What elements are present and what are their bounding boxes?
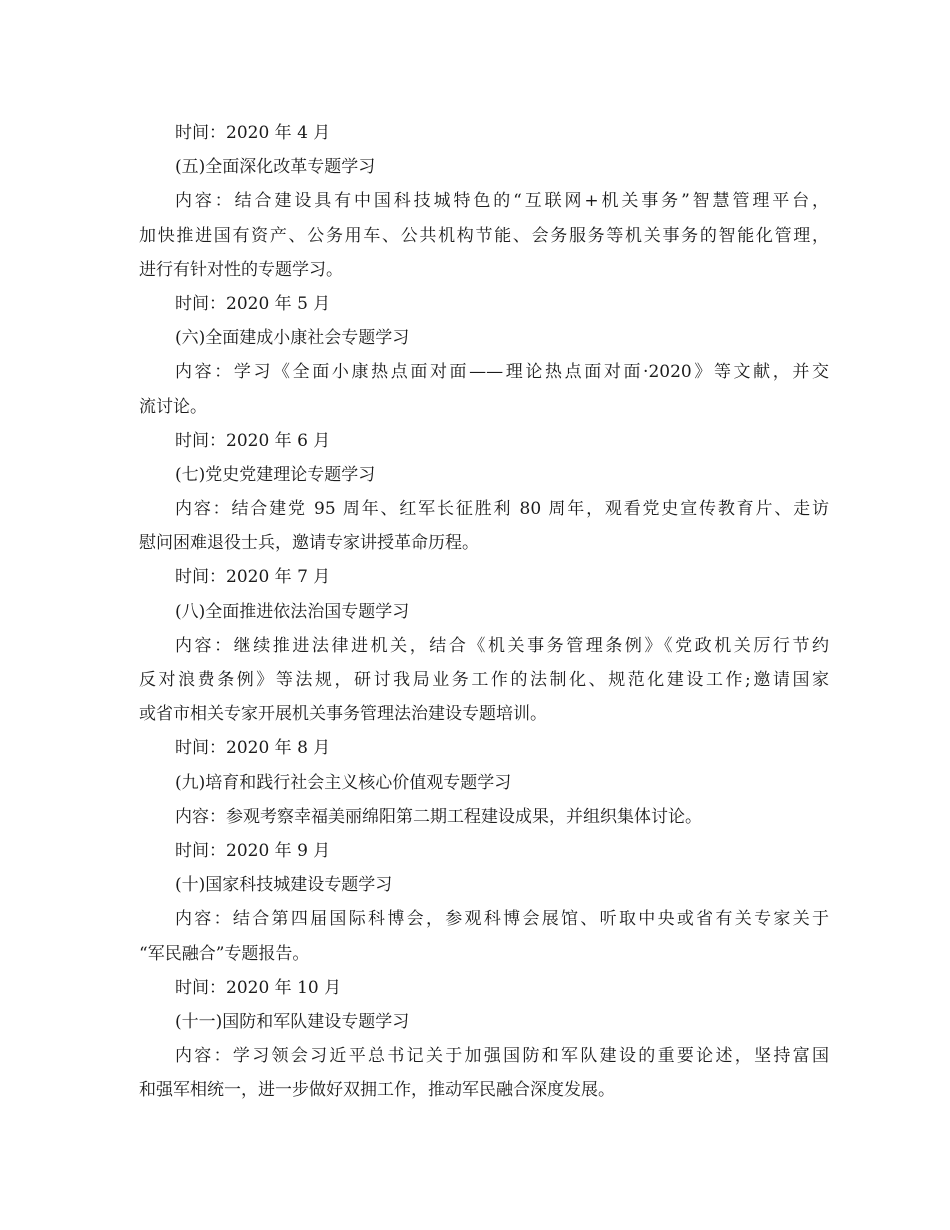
section-heading: (八)全面推进依法治国专题学习	[175, 601, 410, 622]
time-line: 时间：2020 年 10 月	[175, 977, 342, 998]
content-line: 内容：结合建设具有中国科技城特色的“互联网+机关事务”智慧管理平台，	[175, 191, 829, 212]
content-line: 和强军相统一，进一步做好双拥工作，推动军民融合深度发展。	[139, 1080, 615, 1101]
content-line: 进行有针对性的专题学习。	[139, 259, 343, 280]
content-line: 内容：继续推进法律进机关，结合《机关事务管理条例》《党政机关厉行节约	[175, 635, 829, 656]
section-heading: (九)培育和践行社会主义核心价值观专题学习	[175, 772, 512, 793]
content-line: 内容：结合第四届国际科博会，参观科博会展馆、听取中央或省有关专家关于	[175, 909, 829, 930]
section-heading: (十一)国防和军队建设专题学习	[175, 1011, 410, 1032]
time-line: 时间：2020 年 8 月	[175, 738, 331, 759]
paragraph-content	[139, 629, 829, 732]
paragraph-time	[139, 116, 829, 150]
paragraph-time	[139, 834, 829, 868]
paragraph-time	[139, 971, 829, 1005]
content-line: “军民融合”专题报告。	[139, 943, 310, 964]
paragraph-time	[139, 560, 829, 594]
paragraph-time	[139, 731, 829, 765]
content-line: 或省市相关专家开展机关事务管理法治建设专题培训。	[139, 704, 547, 725]
paragraph-time	[139, 424, 829, 458]
paragraph-time	[139, 287, 829, 321]
paragraph-heading	[139, 595, 829, 629]
content-line: 内容：学习领会习近平总书记关于加强国防和军队建设的重要论述，坚持富国	[175, 1046, 829, 1067]
document-body	[139, 116, 829, 1107]
paragraph-content	[139, 800, 829, 834]
content-line: 内容：参观考察幸福美丽绵阳第二期工程建设成果，并组织集体讨论。	[175, 806, 702, 827]
paragraph-content	[139, 1039, 829, 1107]
section-heading: (七)党史党建理论专题学习	[175, 464, 376, 485]
time-line: 时间：2020 年 9 月	[175, 840, 331, 861]
content-line: 反对浪费条例》等法规，研讨我局业务工作的法制化、规范化建设工作;邀请国家	[139, 670, 829, 690]
content-line: 加快推进国有资产、公务用车、公共机构节能、会务服务等机关事务的智能化管理，	[139, 225, 829, 246]
paragraph-heading	[139, 868, 829, 902]
paragraph-heading	[139, 150, 829, 184]
time-line: 时间：2020 年 7 月	[175, 567, 331, 588]
time-line: 时间：2020 年 5 月	[175, 293, 331, 314]
time-line: 时间：2020 年 6 月	[175, 430, 331, 451]
section-heading: (六)全面建成小康社会专题学习	[175, 328, 410, 349]
content-line: 流讨论。	[139, 396, 207, 417]
paragraph-content	[139, 492, 829, 560]
content-line: 慰问困难退役士兵，邀请专家讲授革命历程。	[139, 533, 479, 554]
time-line: 时间：2020 年 4 月	[175, 123, 331, 143]
paragraph-content	[139, 184, 829, 287]
section-heading: (五)全面深化改革专题学习	[175, 157, 376, 178]
paragraph-heading	[139, 458, 829, 492]
paragraph-heading	[139, 766, 829, 800]
paragraph-content	[139, 902, 829, 970]
content-line: 内容：学习《全面小康热点面对面——理论热点面对面·2020》等文献，并交	[175, 362, 829, 383]
paragraph-heading	[139, 1005, 829, 1039]
paragraph-content	[139, 355, 829, 423]
content-line: 内容：结合建党 95 周年、红军长征胜利 80 周年，观看党史宣传教育片、走访	[175, 499, 829, 520]
section-heading: (十)国家科技城建设专题学习	[175, 875, 393, 896]
paragraph-heading	[139, 321, 829, 355]
